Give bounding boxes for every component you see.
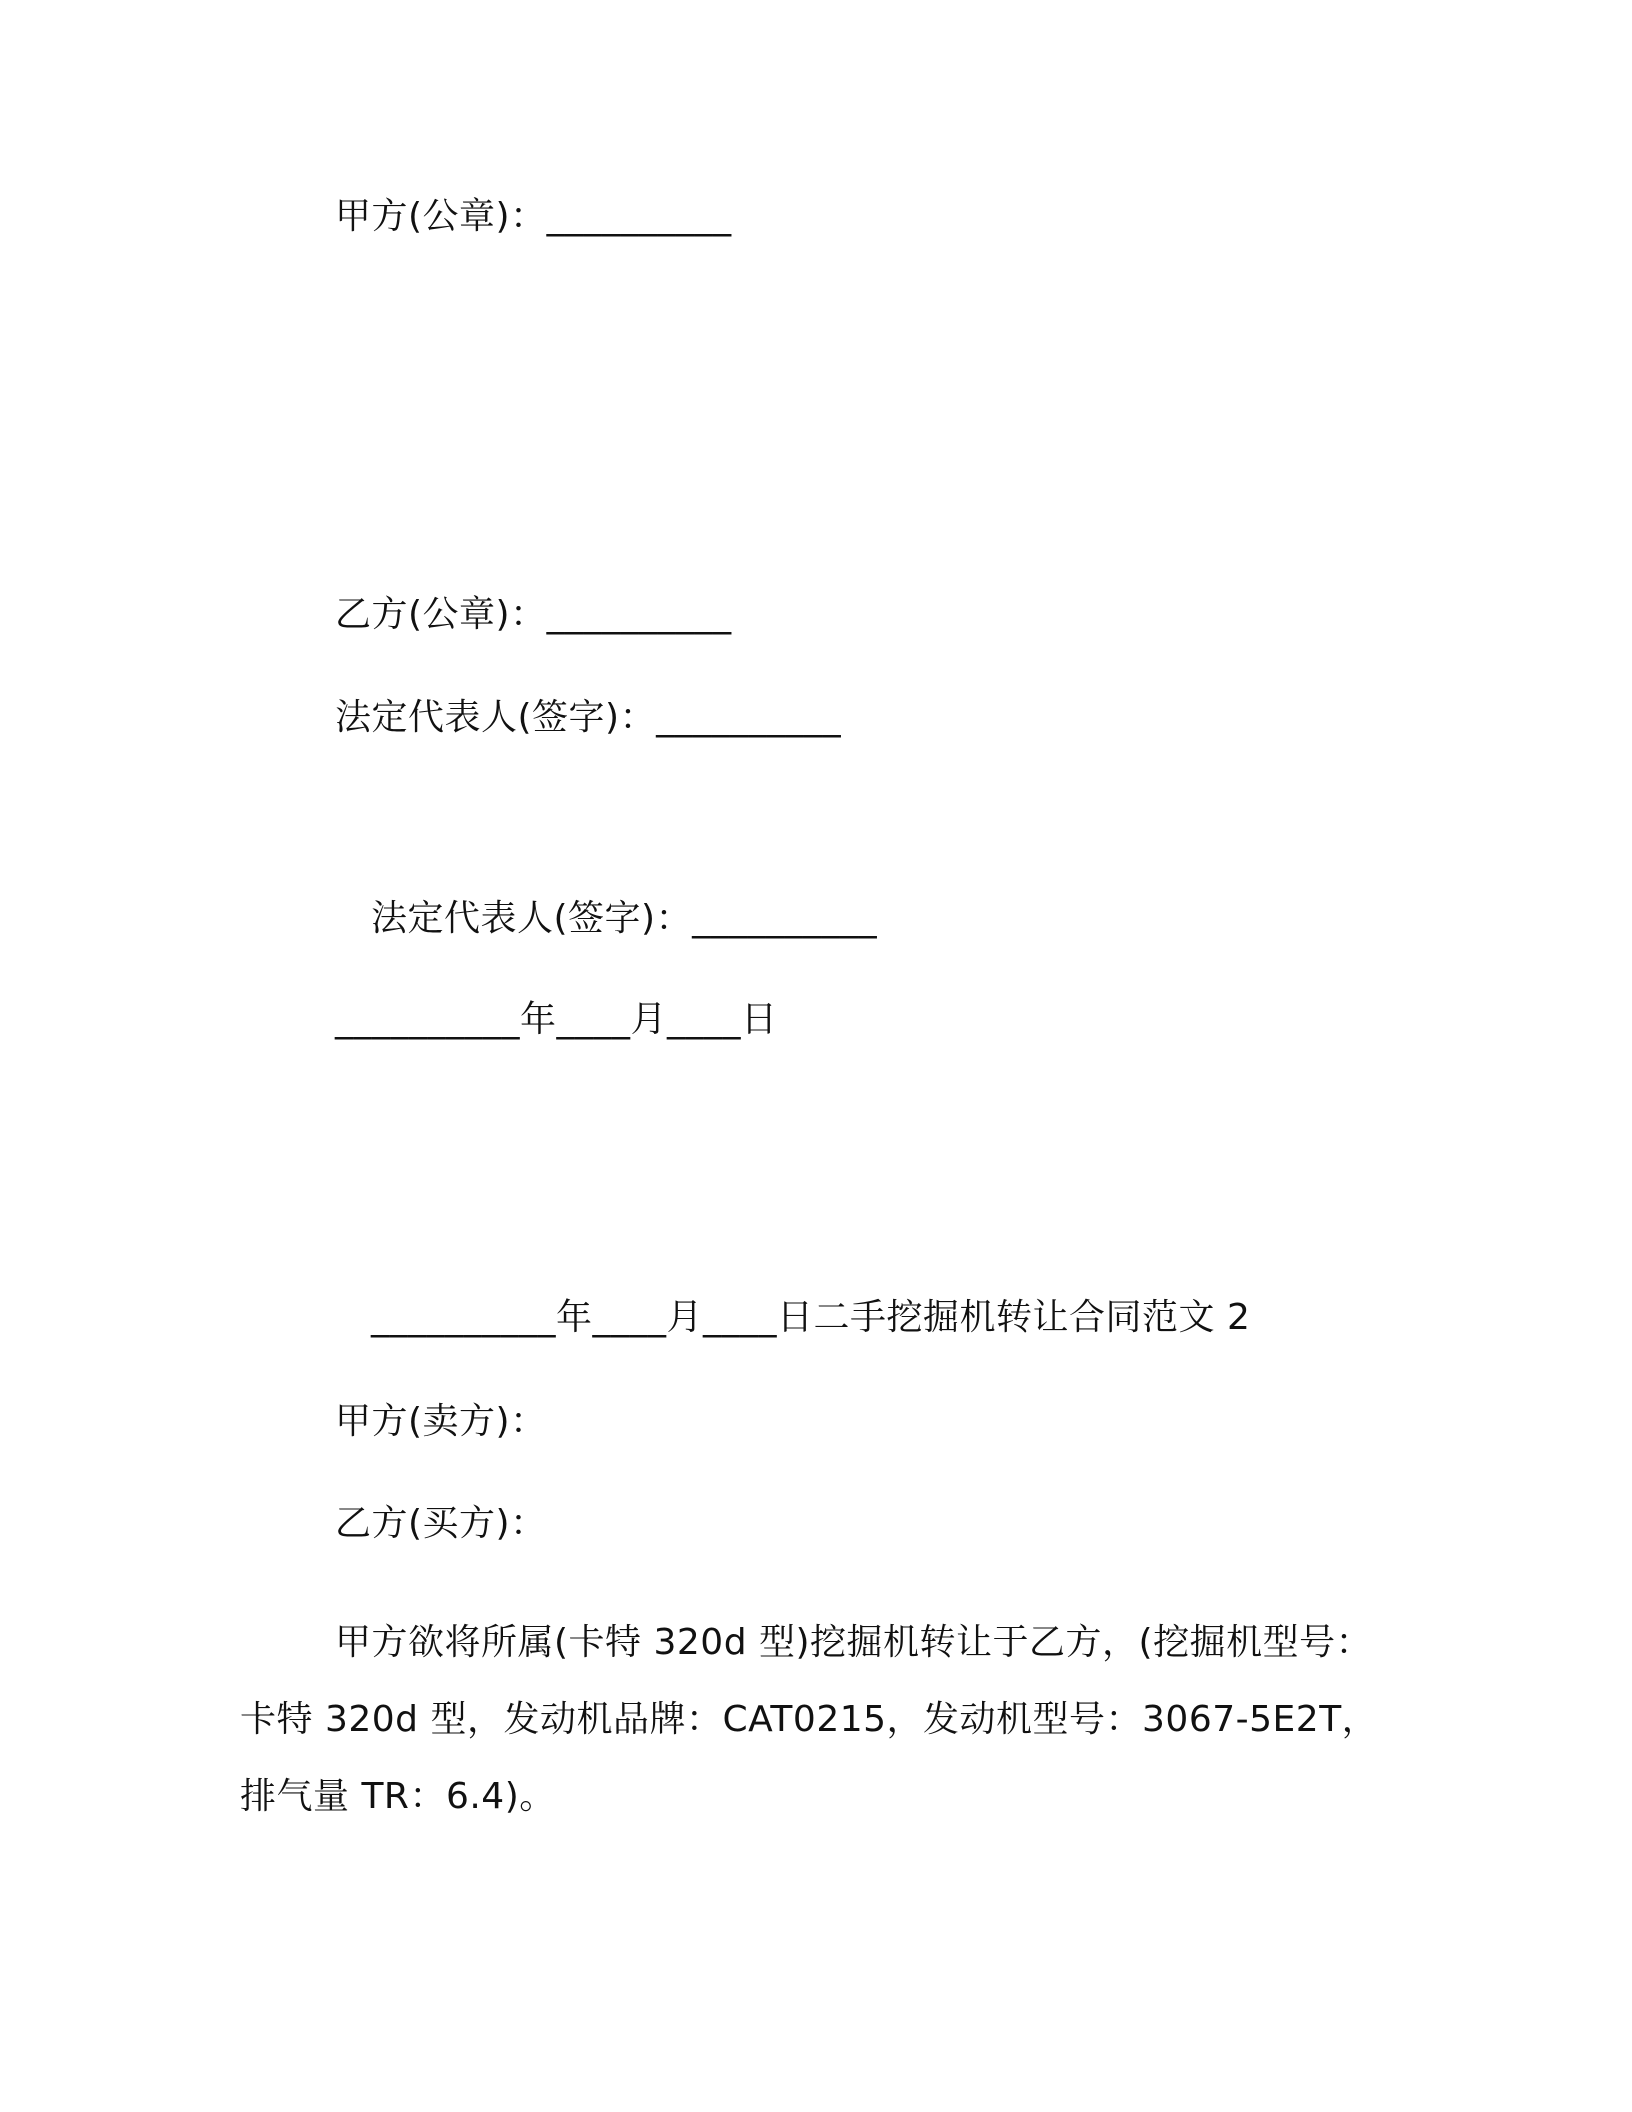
party-b-buyer-line: 乙方(买方)： (335, 1503, 547, 1544)
contract-title: __________年____月____日二手挖掘机转让合同范文 2 (371, 1297, 1251, 1338)
party-a-seal-line: 甲方(公章)：__________ (335, 196, 732, 237)
signing-date-line: __________年____月____日 (335, 999, 778, 1040)
paragraph-line-3: 排气量 TR：6.4)。 (240, 1776, 556, 1817)
legal-representative-signature-line-2: 法定代表人(签字)：__________ (371, 898, 878, 939)
paragraph-line-2: 卡特 320d 型，发动机品牌：CAT0215，发动机型号：3067-5E2T， (240, 1699, 1379, 1740)
party-b-seal-line: 乙方(公章)：__________ (335, 594, 732, 635)
legal-representative-signature-line: 法定代表人(签字)：__________ (335, 697, 842, 738)
party-a-seller-line: 甲方(卖方)： (335, 1401, 547, 1442)
transfer-clause-paragraph (240, 1604, 1380, 1835)
paragraph-line-1: 甲方欲将所属(卡特 320d 型)挖掘机转让于乙方，(挖掘机型号： (335, 1622, 1373, 1663)
